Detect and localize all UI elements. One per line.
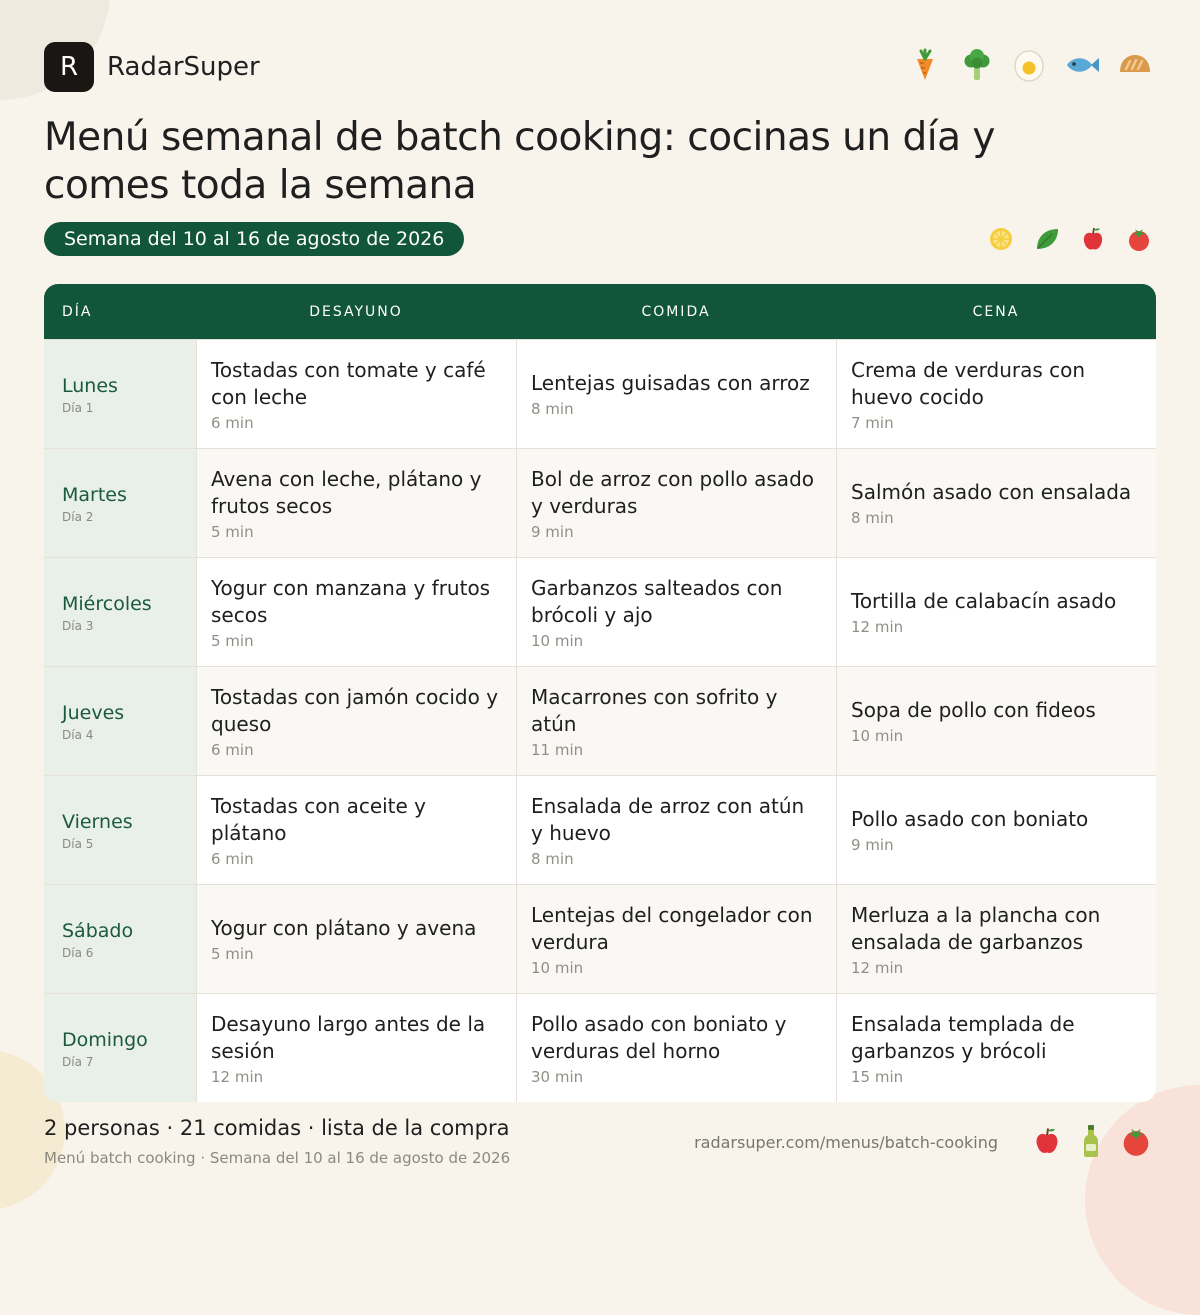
breakfast-cell[interactable] — [196, 994, 516, 1102]
meal-time: 12 min — [211, 1067, 264, 1086]
day-number: Día 6 — [62, 945, 94, 960]
table-row — [44, 339, 1156, 448]
meal-time: 6 min — [211, 740, 254, 759]
lunch-cell[interactable] — [516, 340, 836, 448]
day-number: Día 5 — [62, 836, 94, 851]
table-row — [44, 775, 1156, 884]
breakfast-cell[interactable] — [196, 449, 516, 557]
lunch-cell[interactable] — [516, 776, 836, 884]
meal-time: 5 min — [211, 631, 254, 650]
meal-name: Salmón asado con ensalada — [851, 480, 1132, 504]
meal-time: 10 min — [531, 958, 584, 977]
breakfast-cell[interactable] — [196, 558, 516, 666]
footer-summary: 2 personas · 21 comidas · lista de la compra — [44, 1116, 510, 1140]
meal-name: Yogur con manzana y frutos secos — [211, 575, 491, 627]
meal-name: Garbanzos salteados con brócoli y ajo — [531, 575, 783, 627]
tomato-icon — [1120, 1125, 1152, 1157]
menu-table — [44, 284, 1156, 1102]
meal-name: Pollo asado con boniato y verduras del horno — [531, 1011, 787, 1063]
lunch-cell[interactable] — [516, 994, 836, 1102]
footer-subtitle: Menú batch cooking · Semana del 10 al 16 de agosto de 2026 — [44, 1149, 511, 1167]
week-badge: Semana del 10 al 16 de agosto de 2026 — [44, 222, 464, 256]
meal-time: 10 min — [851, 727, 904, 745]
meal-time: 8 min — [531, 400, 574, 418]
bread-icon — [1118, 48, 1152, 82]
apple-icon — [1032, 1125, 1062, 1157]
day-name: Sábado — [62, 919, 134, 942]
dinner-cell[interactable] — [836, 776, 1156, 884]
header-lunch: COMIDA — [641, 303, 711, 320]
header-breakfast: DESAYUNO — [309, 303, 403, 320]
dinner-cell[interactable] — [836, 885, 1156, 993]
footer-food-icons — [1032, 1124, 1152, 1158]
egg-icon — [1012, 48, 1046, 82]
day-cell — [44, 994, 196, 1102]
meal-name: Ensalada templada de garbanzos y brócoli — [851, 1011, 1075, 1063]
dinner-cell[interactable] — [836, 667, 1156, 775]
lunch-cell[interactable] — [516, 885, 836, 993]
day-cell — [44, 885, 196, 993]
day-name: Jueves — [62, 701, 125, 724]
meal-time: 5 min — [211, 522, 254, 541]
meal-name: Tostadas con tomate y café con leche — [211, 357, 486, 409]
leaf-icon — [1034, 226, 1060, 252]
table-header — [44, 284, 1156, 339]
meal-time: 7 min — [851, 413, 894, 432]
meal-time: 5 min — [211, 945, 254, 963]
meal-name: Tostadas con jamón cocido y queso — [211, 684, 499, 736]
meal-name: Desayuno largo antes de la sesión — [211, 1011, 486, 1063]
table-row — [44, 666, 1156, 775]
table-row — [44, 884, 1156, 993]
meal-time: 6 min — [211, 413, 254, 432]
tomato-icon — [1126, 226, 1152, 252]
lunch-cell[interactable] — [516, 667, 836, 775]
brand-logo: R — [44, 42, 94, 92]
lemon-icon — [988, 226, 1014, 252]
dinner-cell[interactable] — [836, 994, 1156, 1102]
meal-name: Bol de arroz con pollo asado y verduras — [531, 466, 814, 518]
day-name: Martes — [62, 483, 127, 506]
meal-name: Ensalada de arroz con atún y huevo — [531, 793, 805, 845]
meal-time: 9 min — [531, 522, 574, 541]
day-number: Día 4 — [62, 727, 94, 742]
day-name: Lunes — [62, 374, 118, 397]
day-name: Miércoles — [62, 592, 152, 615]
breakfast-cell[interactable] — [196, 776, 516, 884]
table-row — [44, 448, 1156, 557]
meal-name: Yogur con plátano y avena — [211, 916, 477, 940]
meal-name: Crema de verduras con huevo cocido — [851, 357, 1086, 409]
day-number: Día 2 — [62, 509, 94, 524]
meal-time: 30 min — [531, 1067, 584, 1086]
meal-time: 8 min — [531, 849, 574, 868]
meal-time: 6 min — [211, 849, 254, 868]
side-food-icons — [988, 226, 1152, 252]
footer-url-link[interactable]: radarsuper.com/menus/batch-cooking — [694, 1133, 998, 1152]
day-name: Domingo — [62, 1028, 148, 1051]
header-day: DÍA — [62, 303, 93, 320]
day-cell — [44, 449, 196, 557]
meal-time: 12 min — [851, 958, 904, 977]
meal-name: Merluza a la plancha con ensalada de garbanzos — [851, 902, 1101, 954]
brand[interactable] — [44, 42, 260, 92]
day-cell — [44, 667, 196, 775]
lunch-cell[interactable] — [516, 558, 836, 666]
day-number: Día 1 — [62, 400, 94, 415]
header-food-icons — [908, 48, 1152, 82]
day-number: Día 3 — [62, 618, 94, 633]
meal-name: Avena con leche, plátano y frutos secos — [211, 466, 482, 518]
breakfast-cell[interactable] — [196, 885, 516, 993]
meal-time: 8 min — [851, 509, 894, 527]
meal-time: 9 min — [851, 836, 894, 854]
carrot-icon — [908, 48, 942, 82]
day-cell — [44, 340, 196, 448]
page-title: Menú semanal de batch cooking: cocinas un día y comes toda la semana — [44, 115, 995, 208]
breakfast-cell[interactable] — [196, 340, 516, 448]
broccoli-icon — [960, 48, 994, 82]
dinner-cell[interactable] — [836, 340, 1156, 448]
day-number: Día 7 — [62, 1054, 94, 1069]
meal-name: Lentejas guisadas con arroz — [531, 371, 810, 395]
decor-tomato-bottom-right — [1085, 1085, 1200, 1315]
table-row — [44, 993, 1156, 1102]
oil-bottle-icon — [1082, 1124, 1100, 1158]
brand-name: RadarSuper — [107, 52, 260, 82]
breakfast-cell[interactable] — [196, 667, 516, 775]
day-cell — [44, 558, 196, 666]
meal-name: Lentejas del congelador con verdura — [531, 902, 813, 954]
dinner-cell[interactable] — [836, 558, 1156, 666]
day-cell — [44, 776, 196, 884]
day-name: Viernes — [62, 810, 133, 833]
meal-time: 12 min — [851, 618, 904, 636]
meal-name: Pollo asado con boniato — [851, 807, 1089, 831]
meal-time: 10 min — [531, 631, 584, 650]
meal-name: Tostadas con aceite y plátano — [211, 793, 427, 845]
fish-icon — [1064, 48, 1100, 82]
apple-icon — [1080, 226, 1106, 252]
meal-time: 15 min — [851, 1067, 904, 1086]
meal-name: Macarrones con sofrito y atún — [531, 684, 778, 736]
dinner-cell[interactable] — [836, 449, 1156, 557]
meal-name: Tortilla de calabacín asado — [851, 589, 1117, 613]
table-row — [44, 557, 1156, 666]
header-dinner: CENA — [972, 303, 1020, 320]
lunch-cell[interactable] — [516, 449, 836, 557]
meal-time: 11 min — [531, 740, 584, 759]
meal-name: Sopa de pollo con fideos — [851, 698, 1096, 722]
